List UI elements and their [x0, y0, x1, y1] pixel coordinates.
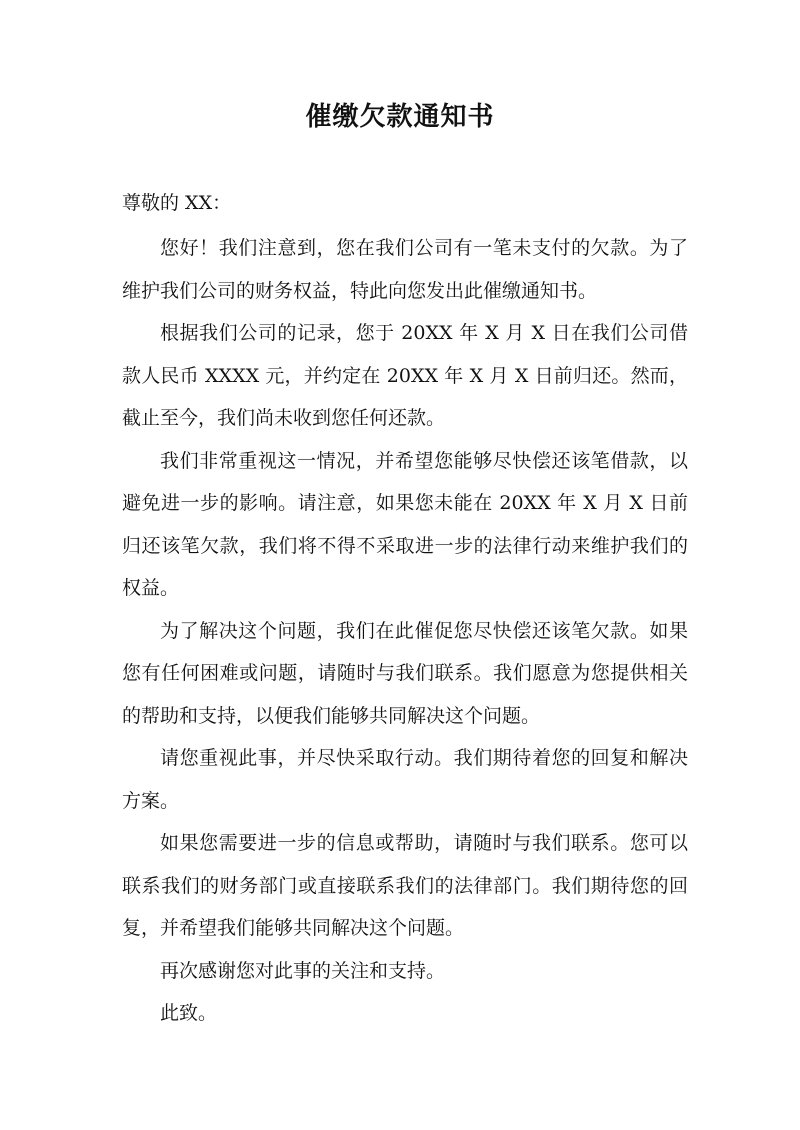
- letter-body: [122, 227, 688, 1035]
- paragraph-greeting: 您好！我们注意到，您在我们公司有一笔未支付的欠款。为了维护我们公司的财务权益，特此向您发出此催缴通知书。: [122, 237, 688, 302]
- paragraph-request-repayment: 为了解决这个问题，我们在此催促您尽快偿还该笔欠款。如果您有任何困难或问题，请随时与我们联系。我们愿意为您提供相关的帮助和支持，以便我们能够共同解决这个问题。: [122, 619, 688, 727]
- document-title: 催缴欠款通知书: [305, 102, 495, 132]
- paragraph-thanks: 再次感谢您对此事的关注和支持。: [160, 959, 446, 982]
- paragraph-take-action: 请您重视此事，并尽快采取行动。我们期待着您的回复和解决方案。: [122, 747, 688, 812]
- closing-line: 此致。: [160, 1002, 218, 1024]
- paragraph-contact-info: 如果您需要进一步的信息或帮助，请随时与我们联系。您可以联系我们的财务部门或直接联系我们的法律部门。我们期待您的回复，并希望我们能够共同解决这个问题。: [122, 832, 688, 939]
- paragraph-loan-record: 根据我们公司的记录，您于 20XX 年 X 月 X 日在我们公司借款人民币 XXXX 元，并约定在 20XX 年 X 月 X 日前归还。然而，截止至今，我们尚未收到您任何还款。: [122, 322, 688, 429]
- paragraph-legal-warning: 我们非常重视这一情况，并希望您能够尽快偿还该笔借款，以避免进一步的影响。请注意，如果您未能在 20XX 年 X 月 X 日前归还该笔欠款，我们将不得不采取进一步的法律行动来维护我们的权益。: [122, 449, 688, 599]
- salutation: 尊敬的 XX：: [122, 192, 232, 214]
